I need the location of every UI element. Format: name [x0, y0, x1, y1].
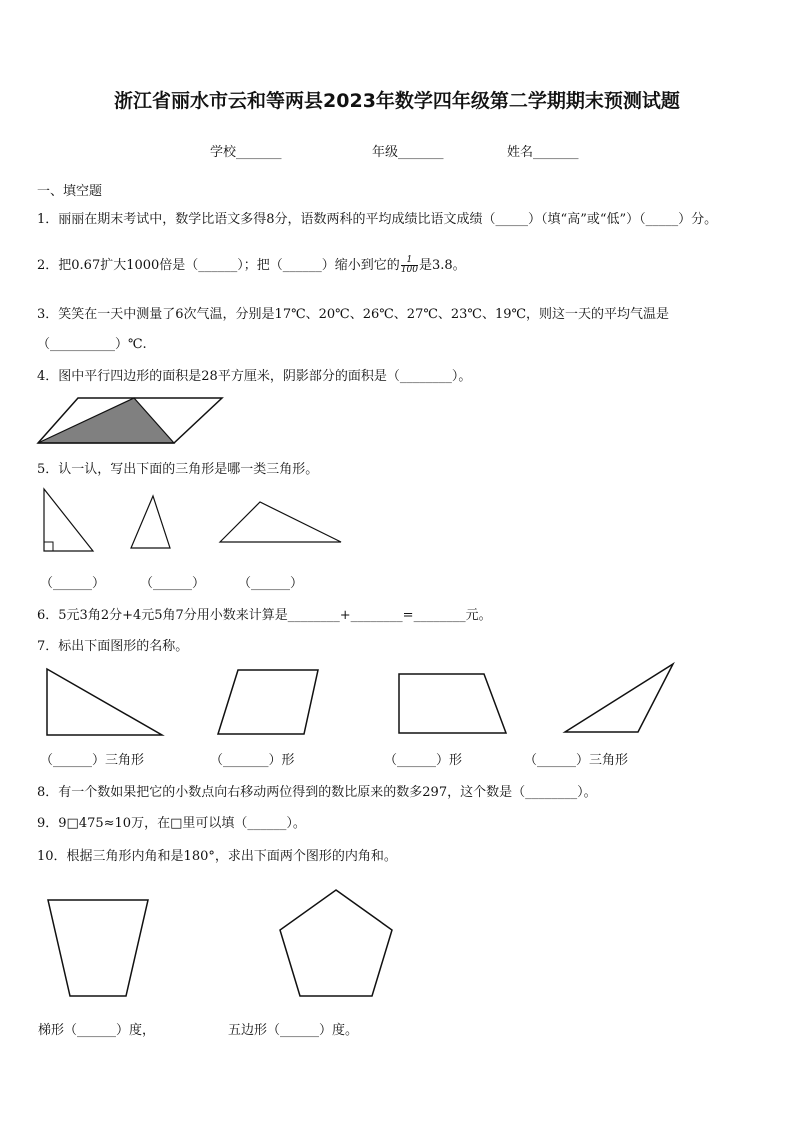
question-2-text-b: 是3.8。	[419, 258, 466, 273]
parallelogram-figure	[36, 394, 226, 446]
grade-field: 年级_______	[372, 145, 444, 160]
obtuse-triangle-figure	[216, 498, 346, 546]
question-4: 4．图中平行四边形的面积是28平方厘米，阴影部分的面积是（________）。	[37, 369, 472, 384]
fraction-denominator: 100	[400, 265, 418, 275]
fraction-numerator: 1	[401, 256, 418, 266]
question-5: 5．认一认，写出下面的三角形是哪一类三角形。	[37, 462, 319, 477]
name-field: 姓名_______	[507, 145, 579, 160]
question-10: 10．根据三角形内角和是180°，求出下面两个图形的内角和。	[37, 849, 397, 864]
q7-obtuse-triangle	[560, 660, 678, 738]
q5-blank-3: （______）	[238, 576, 304, 591]
right-triangle-figure	[40, 486, 100, 556]
question-2-text-a: 2．把0.67扩大1000倍是（______）；把（______）缩小到它的	[37, 258, 400, 273]
q5-blank-1: （______）	[40, 576, 106, 591]
fraction	[401, 256, 418, 275]
question-8: 8．有一个数如果把它的小数点向右移动两位得到的数比原来的数多297，这个数是（________）。	[37, 785, 597, 800]
question-3-line-2: （__________）℃.	[37, 337, 147, 352]
q7-trapezoid	[394, 670, 510, 736]
q7-caption-3: （______）形	[384, 753, 463, 768]
q5-blank-2: （______）	[140, 576, 206, 591]
question-3-line-1: 3．笑笑在一天中测量了6次气温，分别是17℃、20℃、26℃、27℃、23℃、19℃，则这一天的平均气温是	[37, 307, 670, 322]
acute-triangle-figure	[126, 492, 176, 552]
question-9: 9．9□475≈10万，在□里可以填（______）。	[37, 816, 306, 831]
q7-caption-1: （______）三角形	[40, 753, 145, 768]
q7-right-triangle	[42, 664, 166, 740]
q10-pentagon	[276, 886, 396, 1000]
q10-trapezoid	[44, 896, 154, 1000]
school-field: 学校_______	[210, 145, 282, 160]
q7-caption-2: （_______）形	[210, 753, 295, 768]
page-title: 浙江省丽水市云和等两县2023年数学四年级第二学期期末预测试题	[114, 90, 680, 112]
section-heading: 一、填空题	[37, 184, 103, 199]
q10-caption-1: 梯形（______）度，	[38, 1023, 156, 1038]
q10-caption-2: 五边形（______）度。	[228, 1023, 359, 1038]
q7-parallelogram	[214, 664, 324, 740]
question-6: 6．5元3角2分+4元5角7分用小数来计算是________+________=________元。	[37, 608, 492, 623]
q7-caption-4: （______）三角形	[524, 753, 629, 768]
question-2	[37, 254, 466, 275]
question-7: 7．标出下面图形的名称。	[37, 639, 189, 654]
question-1: 1．丽丽在期末考试中，数学比语文多得8分，语数两科的平均成绩比语文成绩（_____）（填“高”或“低”）（_____）分。	[37, 212, 718, 227]
